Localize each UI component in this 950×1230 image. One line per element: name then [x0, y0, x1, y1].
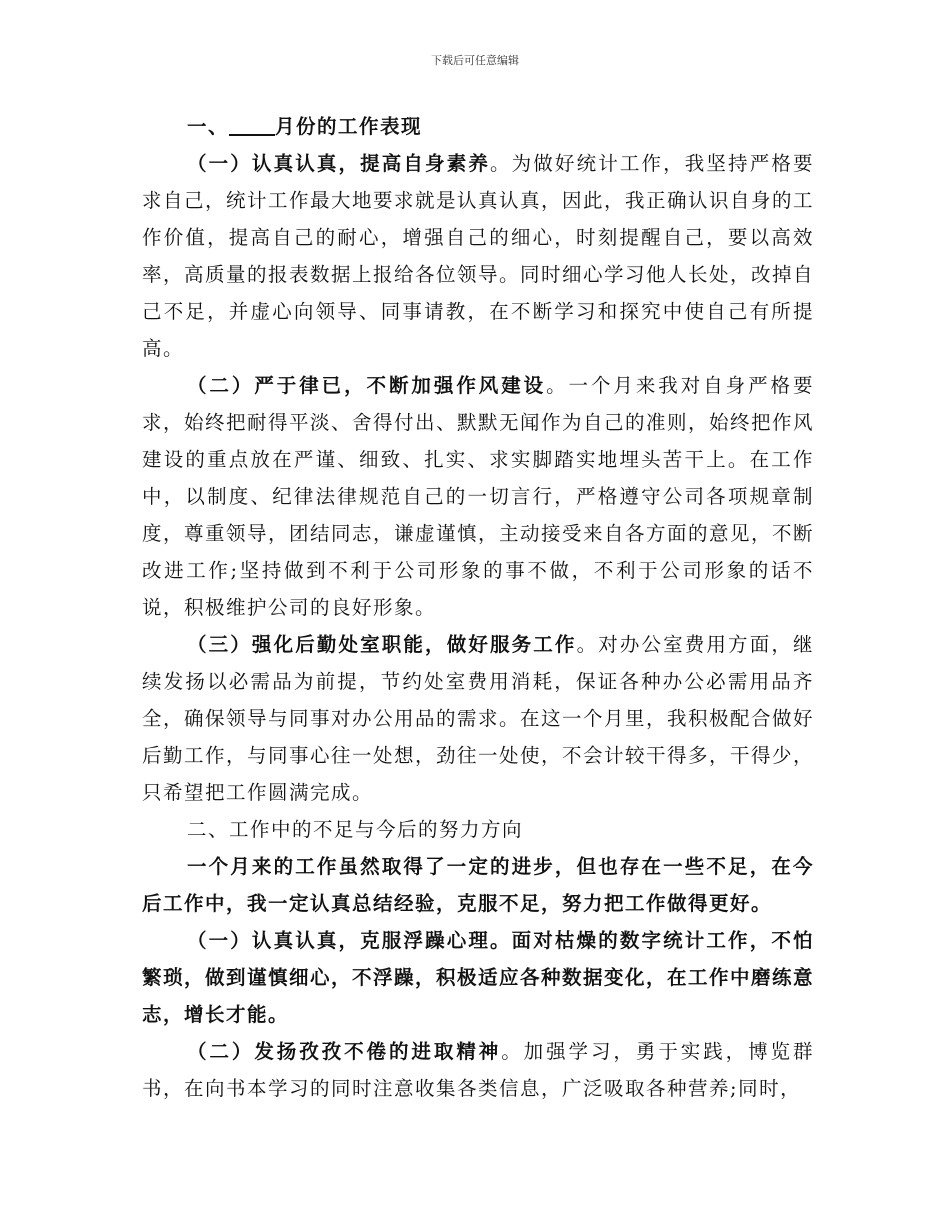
paragraph-title: （二）发扬孜孜不倦的进取精神: [187, 1040, 502, 1063]
heading-prefix: 一、: [187, 115, 230, 138]
paragraph-2-1: （一）认真认真，克服浮躁心理。面对枯燥的数字统计工作，不怕繁琐，做到谨慎细心，不浮躁，积极适应各种数据变化，在工作中磨练意志，增长才能。: [142, 929, 815, 1026]
page-header: 下载后可任意编辑: [431, 54, 519, 67]
paragraph-title: （一）认真认真，提高自身素养: [187, 152, 490, 175]
paragraph-1-2: [142, 367, 814, 626]
section-heading-1: [142, 108, 814, 145]
paragraph-2-intro: 一个月来的工作虽然取得了一定的进步，但也存在一些不足，在今后工作中，我一定认真总结经验，克服不足，努力把工作做得更好。: [142, 855, 814, 915]
paragraph-title: （三）强化后勤处室职能，做好服务工作: [187, 633, 577, 656]
paragraph-body: 。加强学习，勇于实践，博览群书，在向书本学习的同时注意收集各类信息，广泛吸取各种营养;同时，: [142, 1040, 814, 1100]
paragraph-body: 。为做好统计工作，我坚持严格要求自己，统计工作最大地要求就是认真认真，因此，我正确认识自身的工作价值，提高自己的耐心，增强自己的细心，时刻提醒自己，要以高效率，高质量的报表数据上报给各位领导。同时细心学习他人长处，改掉自己不足，并虚心向领导、同事请教，在不断学习和探究中使自己有所提高。: [142, 152, 815, 360]
heading-suffix: 月份的工作表现: [275, 115, 423, 138]
paragraph-title: （二）严于律已，不断加强作风建设: [187, 374, 547, 397]
paragraph-1-1: [142, 145, 814, 367]
document-body: [142, 108, 814, 1107]
paragraph-1-3: [142, 626, 814, 811]
blank-underline: [229, 114, 275, 136]
paragraph-2-2: [142, 1033, 814, 1107]
section-heading-2: 二、工作中的不足与今后的努力方向: [187, 818, 524, 841]
paragraph-body: 。对办公室费用方面，继续发扬以必需品为前提，节约处室费用消耗，保证各种办公必需用品齐全，确保领导与同事对办公用品的需求。在这一个月里，我积极配合做好后勤工作，与同事心往一处想，劲往一处使，不会计较干得多，干得少，只希望把工作圆满完成。: [142, 633, 815, 804]
paragraph-body: 。一个月来我对自身严格要求，始终把耐得平淡、舍得付出、默默无闻作为自己的准则，始终把作风建设的重点放在严谨、细致、扎实、求实脚踏实地埋头苦干上。在工作中，以制度、纪律法律规范自己的一切言行，严格遵守公司各项规章制度，尊重领导，团结同志，谦虚谨慎，主动接受来自各方面的意见，不断改进工作;坚持做到不利于公司形象的事不做，不利于公司形象的话不说，积极维护公司的良好形象。: [142, 374, 815, 619]
